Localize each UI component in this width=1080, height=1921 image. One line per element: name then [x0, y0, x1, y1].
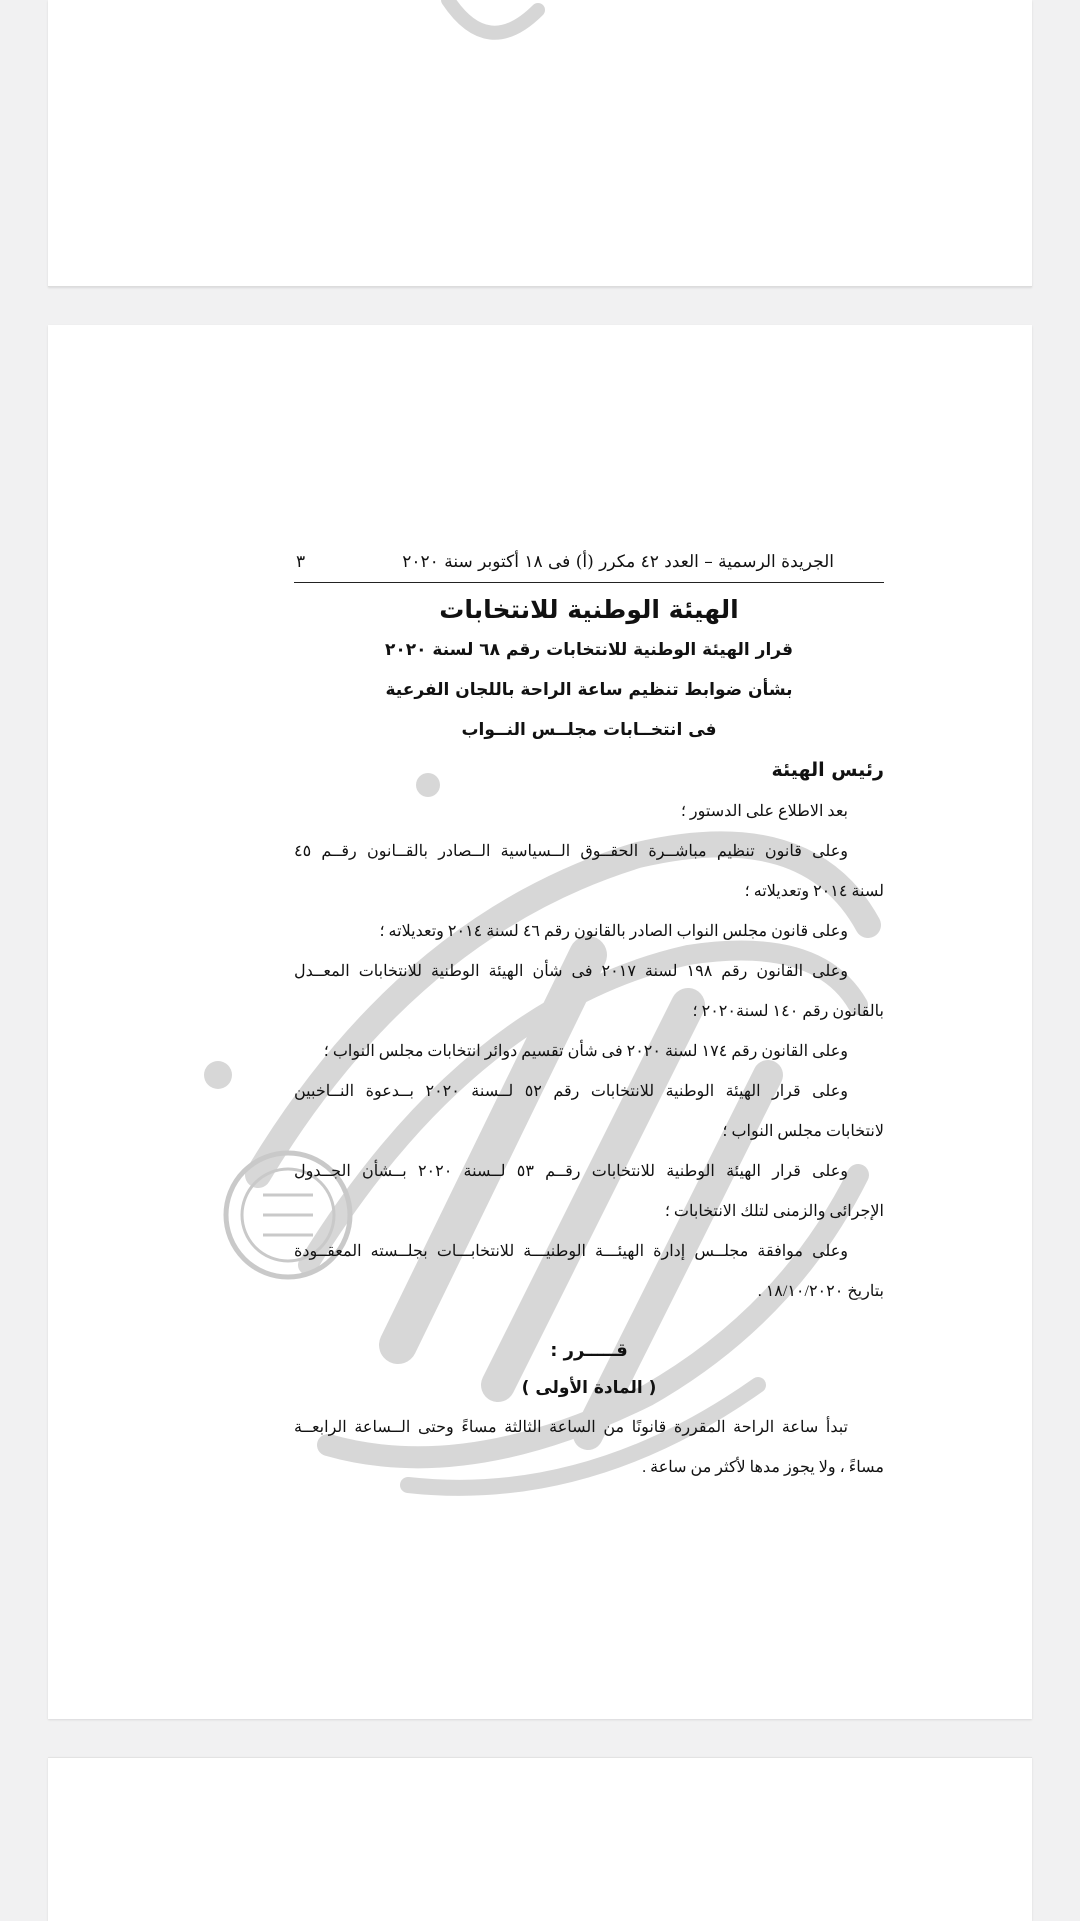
watermark-fragment: [428, 0, 568, 60]
decision-title: قرار الهيئة الوطنية للانتخابات رقم ٦٨ لسنة ٢٠٢٠: [384, 640, 793, 660]
preamble-line: وعلى قانون تنظيم مباشــرة الحقــوق الــسياسية الــصادر بالقــانون رقــم ٤٥: [294, 843, 848, 860]
authority-title: الهيئة الوطنية للانتخابات: [439, 595, 739, 624]
preamble-line: وعلى القانون رقم ١٩٨ لسنة ٢٠١٧ فى شأن الهيئة الوطنية للانتخابات المعــدل: [294, 963, 848, 980]
preamble-line: وعلى قرار الهيئة الوطنية للانتخابات رقــم ٥٣ لــسنة ٢٠٢٠ بــشأن الجــدول: [294, 1163, 848, 1180]
article-line: تبدأ ساعة الراحة المقررة قانونًا من الساعة الثالثة مساءً وحتى الــساعة الرابعــة: [294, 1419, 848, 1436]
preamble-line: لانتخابات مجلس النواب ؛: [722, 1123, 884, 1140]
article-title: ( المادة الأولى ): [521, 1378, 657, 1398]
next-page: [48, 1757, 1032, 1921]
preamble-line: وعلى قانون مجلس النواب الصادر بالقانون رقم ٤٦ لسنة ٢٠١٤ وتعديلاته ؛: [379, 923, 848, 940]
preamble-line: بتاريخ ١٨/١٠/٢٠٢٠ .: [757, 1283, 884, 1300]
decision-subject: بشأن ضوابط تنظيم ساعة الراحة باللجان الفرعية: [385, 680, 793, 700]
preamble-line: بعد الاطلاع على الدستور ؛: [680, 803, 848, 820]
gazette-header: [294, 552, 884, 583]
decree-label: قـــــرر :: [550, 1340, 628, 1361]
preamble-line: الإجرائى والزمنى لتلك الانتخابات ؛: [664, 1203, 884, 1220]
preamble-line: وعلى موافقة مجلــس إدارة الهيئـــة الوطنيـــة للانتخابـــات بجلــسته المعقــودة: [294, 1243, 848, 1260]
decision-scope: فى انتخــابات مجلــس النــواب: [461, 720, 717, 740]
preamble-line: بالقانون رقم ١٤٠ لسنة٢٠٢٠ ؛: [692, 1003, 884, 1020]
document-page: [48, 325, 1032, 1719]
page-number: ٣: [296, 552, 306, 572]
preamble-line: لسنة ٢٠١٤ وتعديلاته ؛: [744, 883, 884, 900]
article-line: مساءً ، ولا يجوز مدها لأكثر من ساعة .: [642, 1459, 884, 1476]
preamble-line: وعلى قرار الهيئة الوطنية للانتخابات رقم ٥٢ لــسنة ٢٠٢٠ بــدعوة النــاخبين: [294, 1083, 849, 1100]
preamble-line: وعلى القانون رقم ١٧٤ لسنة ٢٠٢٠ فى شأن تقسيم دوائر انتخابات مجلس النواب ؛: [323, 1043, 848, 1060]
gazette-title: الجريدة الرسمية – العدد ٤٢ مكرر (أ) فى ١٨ أكتوبر سنة ٢٠٢٠: [402, 552, 834, 572]
president-heading: رئيس الهيئة: [771, 759, 884, 781]
previous-page: [48, 0, 1032, 287]
